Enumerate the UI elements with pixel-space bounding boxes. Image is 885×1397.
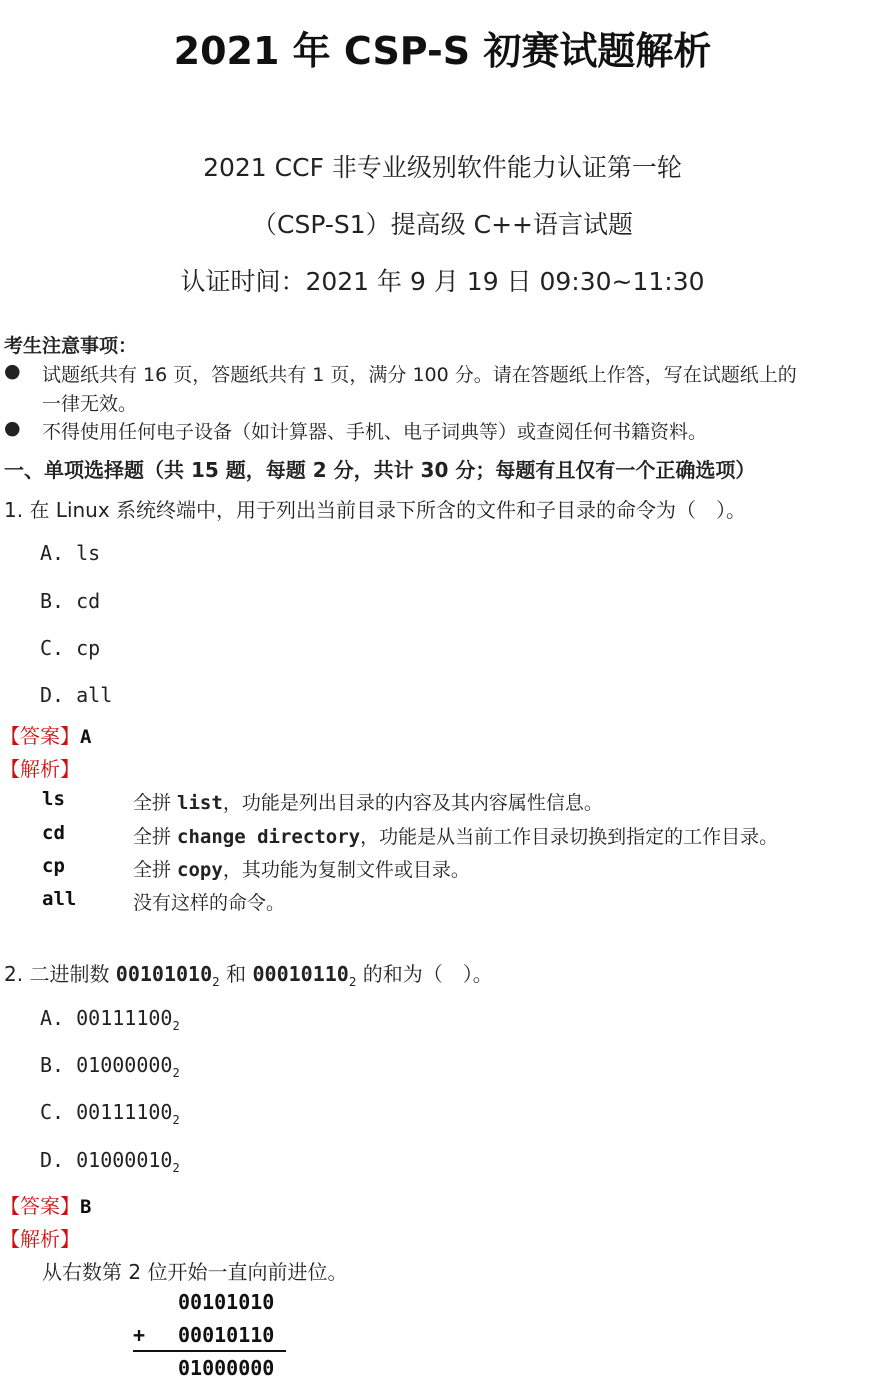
label: A.: [40, 1006, 77, 1030]
base: 2: [212, 975, 220, 989]
calc-operand-b: 00010110: [178, 1323, 275, 1347]
calc-operand-a: 00101010: [178, 1290, 275, 1314]
desc-pre: 全拼: [133, 859, 178, 881]
desc-post: ，功能是列出目录的内容及其内容属性信息。: [222, 792, 603, 814]
desc-pre: 全拼: [133, 792, 178, 814]
q1-answer: [0, 720, 91, 749]
value: 01000010: [76, 1148, 173, 1172]
value: 00111100: [76, 1100, 173, 1124]
command-description: [133, 822, 778, 849]
q2-analysis-label: 【解析】: [0, 1227, 80, 1251]
exam-time: 认证时间：2021 年 9 月 19 日 09:30~11:30: [180, 267, 705, 296]
command-name: ls: [42, 788, 65, 810]
exam-subtitle: （CSP-S1）提高级 C++语言试题: [252, 210, 633, 239]
calc-result: 01000000: [178, 1356, 275, 1380]
q1-option-d: D. all: [40, 683, 113, 707]
exam-title: 2021 CCF 非专业级别软件能力认证第一轮: [203, 153, 682, 182]
label: B.: [40, 1053, 77, 1077]
bullet-icon: ●: [4, 417, 21, 439]
base: 2: [172, 1066, 180, 1080]
notice-item: 不得使用任何电子设备（如计算器、手机、电子词典等）或查阅任何书籍资料。: [42, 421, 708, 443]
value: 01000000: [76, 1053, 173, 1077]
question-2-stem: [4, 958, 493, 989]
calc-divider: [133, 1350, 286, 1352]
q1-analysis-label: 【解析】: [0, 757, 80, 781]
command-description: [133, 888, 285, 915]
notice-item: 试题纸共有 16 页，答题纸共有 1 页，满分 100 分。请在答题纸上作答，写在试题纸上的: [42, 364, 797, 386]
base: 2: [172, 1161, 180, 1175]
answer-label: 【答案】: [0, 724, 80, 748]
q2-option-d: [40, 1148, 180, 1175]
q2-option-b: [40, 1053, 180, 1080]
command-name: all: [42, 888, 77, 910]
q1-option-c: C. cp: [40, 636, 101, 660]
q2-option-c: [40, 1100, 180, 1127]
desc-kw: change directory: [177, 826, 361, 848]
desc-pre: 没有这样的命令。: [133, 892, 286, 914]
number-1: 00101010: [115, 962, 213, 986]
command-description: [133, 855, 470, 882]
q2-analysis-text: 从右数第 2 位开始一直向前进位。: [42, 1260, 348, 1284]
section-heading: 一、单项选择题（共 15 题，每题 2 分，共计 30 分；每题有且仅有一个正确选项）: [4, 458, 756, 482]
command-description: [133, 788, 603, 815]
command-name: cp: [42, 855, 65, 877]
q1-option-a: A. ls: [40, 541, 101, 565]
bullet-icon: ●: [4, 360, 21, 382]
desc-post: ，其功能为复制文件或目录。: [222, 859, 470, 881]
base: 2: [172, 1019, 180, 1033]
calc-operator: +: [133, 1323, 146, 1347]
notice-item-cont: 一律无效。: [42, 393, 138, 415]
label: C.: [40, 1100, 77, 1124]
stem-text: 2. 二进制数: [4, 962, 116, 986]
desc-pre: 全拼: [133, 826, 178, 848]
command-name: cd: [42, 822, 65, 844]
q2-option-a: [40, 1006, 180, 1033]
answer-value: B: [80, 1196, 92, 1218]
notice-heading: 考生注意事项：: [4, 335, 138, 357]
base: 2: [348, 975, 357, 989]
desc-kw: list: [177, 792, 223, 814]
stem-text: 的和为（ ）。: [356, 962, 493, 986]
base: 2: [172, 1113, 180, 1127]
label: D.: [40, 1148, 77, 1172]
stem-text: 和: [219, 962, 253, 986]
answer-value: A: [80, 726, 92, 748]
document-title: 2021 年 CSP-S 初赛试题解析: [173, 29, 712, 73]
number-2: 00010110: [252, 962, 349, 986]
answer-label: 【答案】: [0, 1194, 80, 1218]
desc-kw: copy: [177, 859, 223, 881]
q2-answer: [0, 1190, 91, 1219]
value: 00111100: [76, 1006, 173, 1030]
desc-post: ，功能是从当前工作目录切换到指定的工作目录。: [360, 826, 779, 848]
q1-option-b: B. cd: [40, 589, 101, 613]
question-1-stem: 1. 在 Linux 系统终端中，用于列出当前目录下所含的文件和子目录的命令为（ ）。: [4, 498, 747, 522]
